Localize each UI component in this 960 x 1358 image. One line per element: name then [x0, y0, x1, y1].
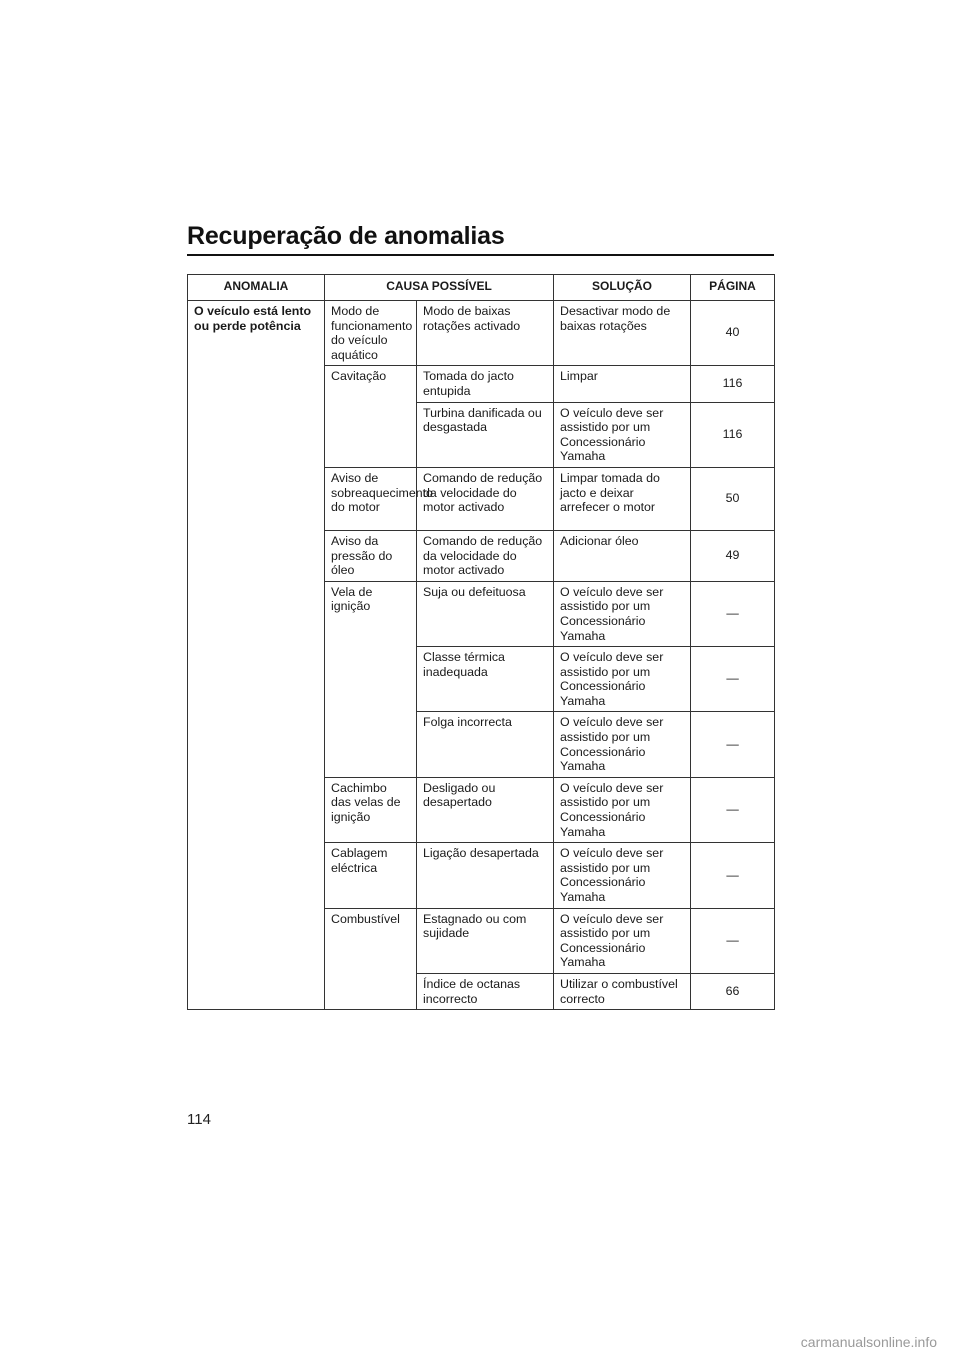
solution-cell: O veículo deve ser assistido por um Concessionário Yamaha [554, 402, 691, 467]
cause-sub-cell: Suja ou defeituosa [417, 581, 554, 646]
watermark-text: carmanualsonline.info [800, 1334, 937, 1350]
page-cell: 40 [691, 301, 775, 366]
page-cell: — [691, 777, 775, 842]
page-cell: 49 [691, 530, 775, 581]
page-cell: — [691, 581, 775, 646]
cause-sub-cell: Comando de redução da velocidade do motor activado [417, 530, 554, 581]
page-cell: 66 [691, 973, 775, 1009]
cause-sub-cell: Classe térmica inadequada [417, 647, 554, 712]
cause-sub-cell: Estagnado ou com sujidade [417, 908, 554, 973]
cause-main-cell: Cachimbo das velas de ignição [325, 777, 417, 842]
solution-cell: O veículo deve ser assistido por um Concessionário Yamaha [554, 908, 691, 973]
cause-main-cell: Aviso de sobreaquecimento do motor [325, 467, 417, 530]
cause-sub-cell: Desligado ou desapertado [417, 777, 554, 842]
page-title: Recuperação de anomalias [187, 222, 505, 250]
page-number: 114 [187, 1111, 211, 1128]
page-cell: — [691, 843, 775, 908]
solution-cell: O veículo deve ser assistido por um Concessionário Yamaha [554, 843, 691, 908]
page-cell: 116 [691, 402, 775, 467]
cause-main-cell: Combustível [325, 908, 417, 1010]
solution-cell: Utilizar o combustível correcto [554, 973, 691, 1009]
header-solution: SOLUÇÃO [554, 275, 691, 301]
solution-cell: Desactivar modo de baixas rotações [554, 301, 691, 366]
table-header-row [188, 275, 775, 301]
troubleshooting-table [187, 274, 775, 1010]
cause-main-cell: Vela de ignição [325, 581, 417, 777]
cause-sub-cell: Folga incorrecta [417, 712, 554, 777]
cause-sub-cell: Modo de baixas rotações activado [417, 301, 554, 366]
anomaly-cell: O veículo está lento ou perde potência [188, 301, 325, 1010]
cause-sub-cell: Ligação desapertada [417, 843, 554, 908]
table-row [188, 301, 775, 366]
page-cell: — [691, 647, 775, 712]
cause-sub-cell: Turbina danificada ou desgastada [417, 402, 554, 467]
solution-cell: Adicionar óleo [554, 530, 691, 581]
cause-main-cell: Modo de funcionamento do veículo aquático [325, 301, 417, 366]
cause-sub-cell: Tomada do jacto entupida [417, 366, 554, 402]
header-cause: CAUSA POSSÍVEL [325, 275, 554, 301]
header-page: PÁGINA [691, 275, 775, 301]
page-cell: 116 [691, 366, 775, 402]
solution-cell: O veículo deve ser assistido por um Concessionário Yamaha [554, 647, 691, 712]
cause-main-cell: Aviso da pressão do óleo [325, 530, 417, 581]
solution-cell: Limpar [554, 366, 691, 402]
cause-main-cell: Cavitação [325, 366, 417, 468]
solution-cell: Limpar tomada do jacto e deixar arrefecer o motor [554, 467, 691, 530]
solution-cell: O veículo deve ser assistido por um Concessionário Yamaha [554, 581, 691, 646]
page-cell: — [691, 908, 775, 973]
page-cell: — [691, 712, 775, 777]
page-cell: 50 [691, 467, 775, 530]
cause-sub-cell: Comando de redução da velocidade do motor activado [417, 467, 554, 530]
title-rule [187, 254, 774, 256]
cause-main-cell: Cablagem eléctrica [325, 843, 417, 908]
solution-cell: O veículo deve ser assistido por um Concessionário Yamaha [554, 712, 691, 777]
header-anomaly: ANOMALIA [188, 275, 325, 301]
solution-cell: O veículo deve ser assistido por um Concessionário Yamaha [554, 777, 691, 842]
cause-sub-cell: Índice de octanas incorrecto [417, 973, 554, 1009]
